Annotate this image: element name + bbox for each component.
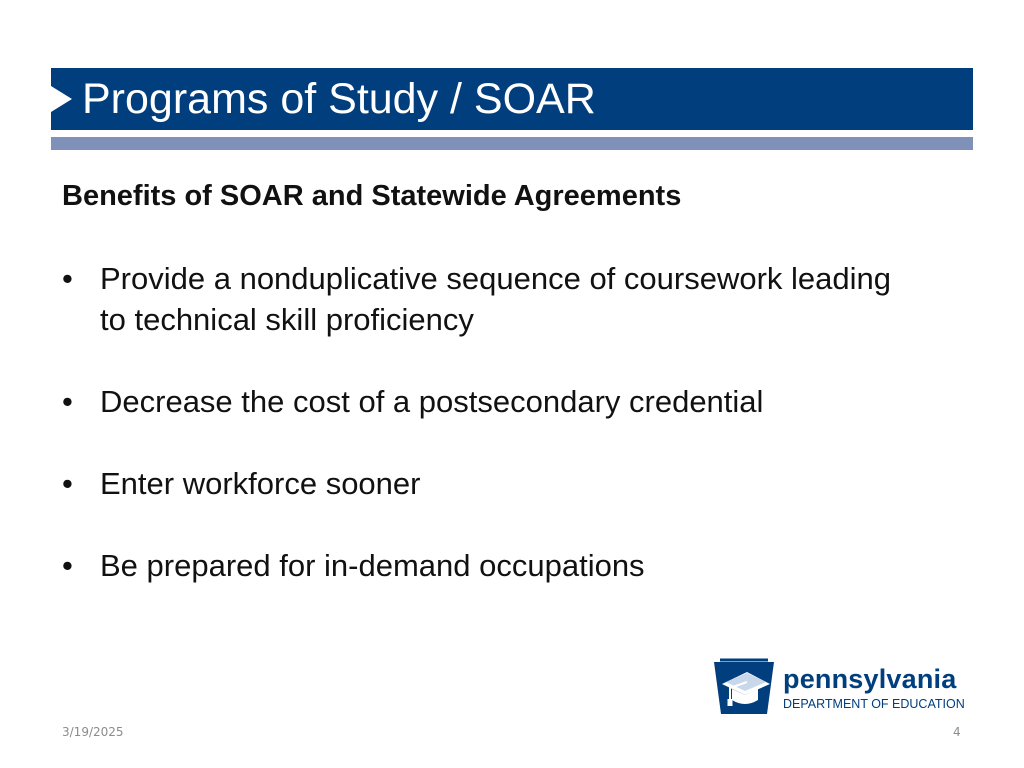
- page-number: 4: [953, 725, 961, 739]
- keystone-graduation-cap-icon: [712, 658, 776, 720]
- pa-education-logo: [712, 658, 982, 722]
- title-bar: [51, 68, 973, 130]
- bullet-item: [62, 381, 922, 422]
- bullet-text: Enter workforce sooner: [100, 466, 421, 501]
- logo-subline: DEPARTMENT OF EDUCATION: [783, 697, 965, 711]
- bullet-dot: •: [62, 384, 73, 419]
- bullet-item: [62, 545, 922, 586]
- logo-wordmark: pennsylvania: [783, 664, 957, 694]
- bullet-dot: •: [62, 261, 73, 296]
- slide-subtitle: Benefits of SOAR and Statewide Agreements: [62, 180, 682, 212]
- title-arrow-icon: [51, 86, 72, 112]
- footer-date: 3/19/2025: [62, 725, 124, 739]
- title-divider: [51, 137, 973, 150]
- bullet-text: Be prepared for in-demand occupations: [100, 548, 645, 583]
- bullet-dot: •: [62, 466, 73, 501]
- bullet-text: Decrease the cost of a postsecondary credential: [100, 384, 764, 419]
- bullet-item: [62, 463, 922, 504]
- slide-title: Programs of Study / SOAR: [82, 75, 596, 123]
- bullet-item: [62, 258, 922, 340]
- bullet-list: [62, 258, 922, 627]
- bullet-text: Provide a nonduplicative sequence of coursework leading to technical skill proficiency: [100, 261, 891, 337]
- bullet-dot: •: [62, 548, 73, 583]
